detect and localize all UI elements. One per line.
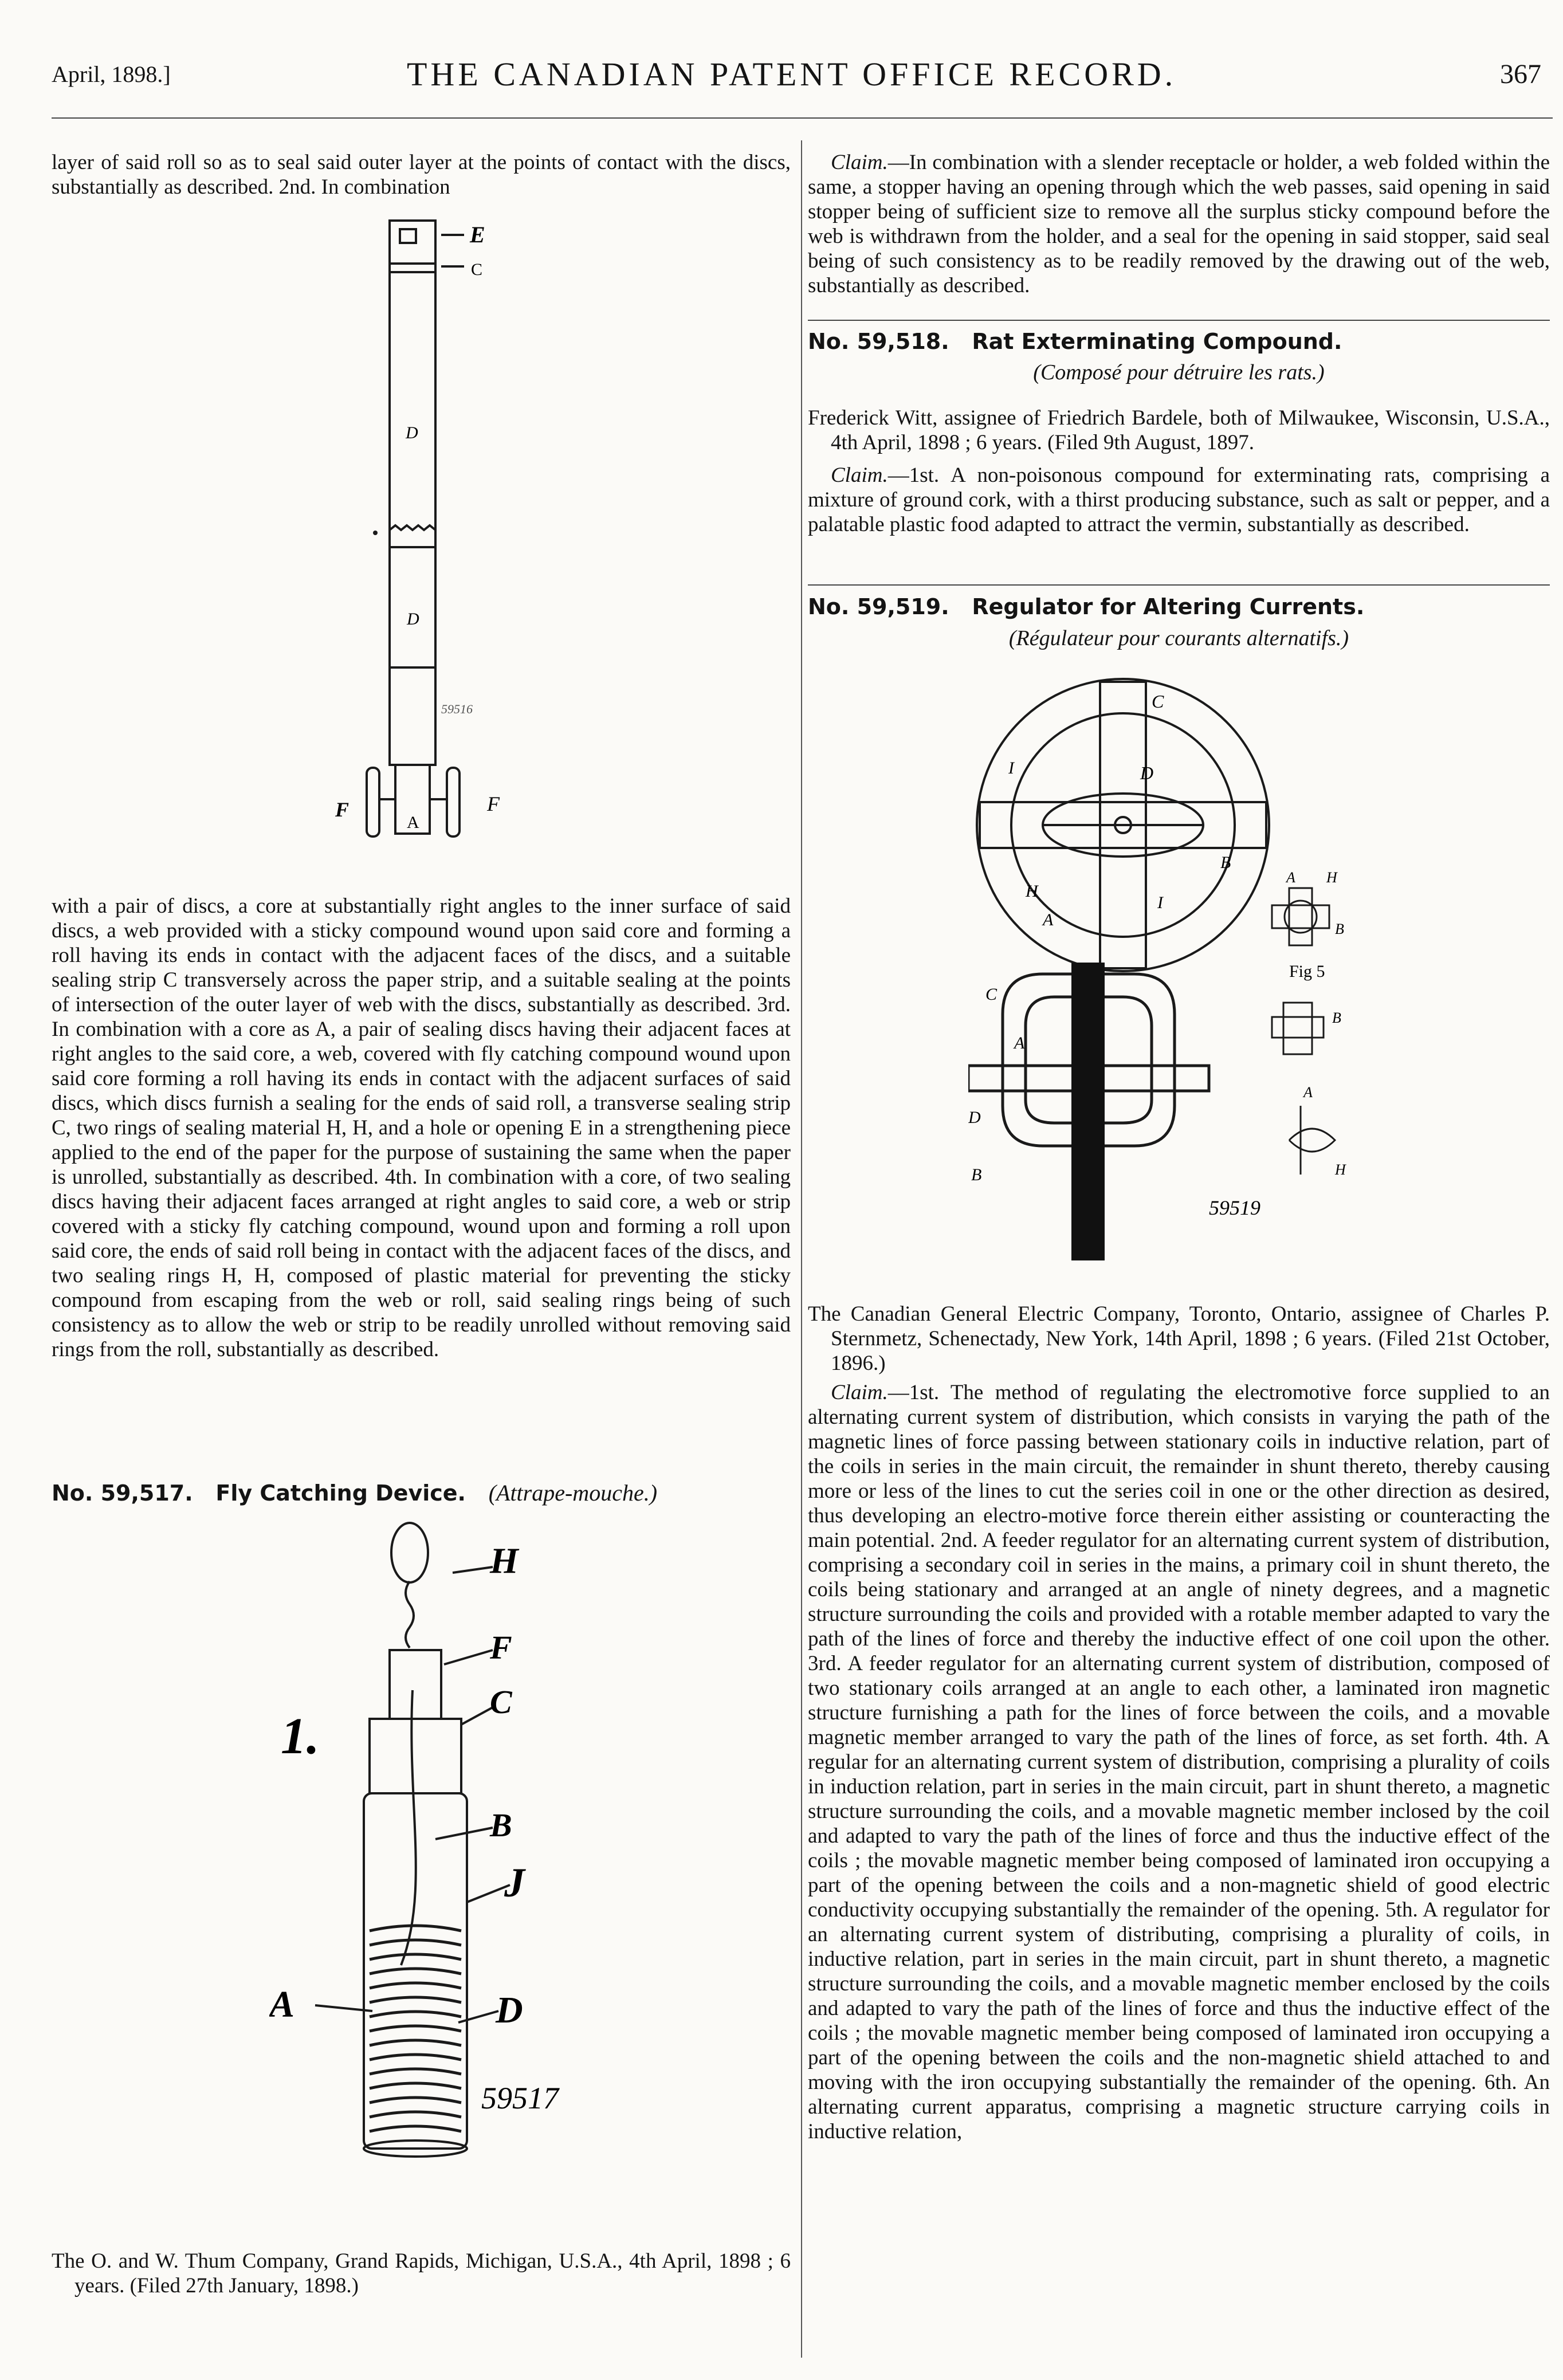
header-rule bbox=[52, 117, 1553, 119]
assignee-59518: Frederick Witt, assignee of Friedrich Bardele, both of Milwaukee, Wisconsin, U.S.A., 4th April, 1898 ; 6 years. (Filed 9th August, 1897. bbox=[808, 406, 1550, 454]
fig3-number: 59519 bbox=[1209, 1196, 1260, 1219]
page-number: 367 bbox=[1500, 59, 1541, 89]
cap-f bbox=[390, 1650, 441, 1719]
label-d2: D bbox=[968, 1108, 981, 1127]
label-a: A bbox=[269, 1984, 295, 2025]
strip-break bbox=[390, 525, 435, 530]
patent-59519-title: Regulator for Altering Currents. bbox=[972, 594, 1365, 619]
disc-right bbox=[447, 768, 460, 836]
disc-left bbox=[367, 768, 379, 836]
hole-e bbox=[400, 229, 416, 243]
label-d-lower: D bbox=[407, 610, 419, 629]
label-b2: B bbox=[1335, 921, 1344, 937]
label-f-left: F bbox=[335, 798, 349, 821]
rule-2 bbox=[808, 584, 1550, 586]
figure-number: 1. bbox=[281, 1708, 320, 1765]
label-h: H bbox=[490, 1540, 519, 1581]
figure-59519 bbox=[968, 670, 1427, 1278]
label-b: B bbox=[490, 1806, 512, 1844]
label-a: A bbox=[1043, 910, 1054, 929]
label-c: C bbox=[1152, 691, 1164, 712]
claim-text: —In combination with a slender receptacle or holder, a web folded within the same, a stopper having an opening through which the web passes, said opening in said stopper being of sufficient size to remove all the surplus sticky compound before the web is withdrawn from the holder, and a seal for the opening in said stopper, said seal being of such consistency as to be readily removed by the drawing out of the web, substantially as described. bbox=[808, 151, 1550, 297]
hanger-cord bbox=[406, 1581, 414, 1648]
label-b4: B bbox=[971, 1165, 982, 1184]
label-f-right: F bbox=[487, 792, 500, 815]
label-b: B bbox=[1220, 853, 1231, 872]
patent-59518-number: No. 59,518. bbox=[808, 329, 949, 354]
label-h2: H bbox=[1326, 869, 1337, 886]
patent-59517-french: (Attrape-mouche.) bbox=[488, 1480, 658, 1506]
laminated-core bbox=[1071, 963, 1105, 1260]
label-d-upper: D bbox=[406, 423, 418, 442]
claim-label-59518: Claim. bbox=[831, 464, 888, 487]
label-d: D bbox=[1140, 763, 1154, 783]
label-j: J bbox=[504, 1860, 525, 1906]
fig2-number: 59517 bbox=[481, 2081, 559, 2115]
label-e: E bbox=[470, 222, 485, 248]
patent-59518-body bbox=[808, 406, 1550, 537]
patent-59517-number: No. 59,517. bbox=[52, 1480, 193, 1506]
label-f: F bbox=[490, 1629, 512, 1666]
fig5-part-v bbox=[1289, 888, 1312, 945]
label-h3: H bbox=[1335, 1161, 1346, 1178]
patent-59519-french: (Régulateur pour courants alternatifs.) bbox=[1008, 626, 1349, 650]
label-a2: A bbox=[1286, 869, 1295, 886]
label-d: D bbox=[496, 1989, 523, 2031]
claim-59518: —1st. A non-poisonous compound for exterminating rats, comprising a mixture of ground cork, with a thirst producing substance, such as salt or pepper, and a palatable plastic food adapted to attract the vermin, substantially as described. bbox=[808, 464, 1550, 536]
left-claims-continued bbox=[52, 894, 791, 1362]
assignee-59519: The Canadian General Electric Company, Toronto, Ontario, assignee of Charles P. Sternmetz, Schenectady, New York, 14th April, 1898 ; 6 years. (Filed 21st October, 1896.) bbox=[808, 1302, 1550, 1375]
patent-59517-heading bbox=[52, 1479, 791, 1507]
left-intro bbox=[52, 150, 791, 199]
claim-label: Claim. bbox=[831, 151, 888, 174]
label-i2: I bbox=[1157, 893, 1163, 912]
fig5-part-h bbox=[1272, 905, 1329, 928]
column-divider bbox=[801, 140, 802, 2358]
label-b3: B bbox=[1332, 1010, 1341, 1026]
patent-59519-heading bbox=[808, 593, 1550, 620]
hanger-loop bbox=[391, 1523, 428, 1582]
label-i: I bbox=[1008, 759, 1014, 777]
patent-59517-assignee bbox=[52, 2249, 791, 2298]
claim-59519: —1st. The method of regulating the electromotive force supplied to an alternating current system of distribution, which consists in varying the path of the magnetic lines of force passing between stationary coils in inductive relation, part of the coils in series in the main circuit, the remainder in shunt thereto, thereby causing more or less of the lines to cut the series coil in one or the other direction as desired, thus developing an electro-motive force therein either assisting or counteracting the main potential. 2nd. A feeder regulator for an alternating current system of distribution, comprising a secondary coil in series in the mains, a primary coil in shunt thereto, the coils being stationary and arranged at an angle of ninety degrees, and a magnetic structure surrounding the coils and provided with a rotable member adapted to vary the path of the lines of force and thereby the inductive effect of one coil upon the other. 3rd. A feeder regulator for an alternating current system of distribution, composed of two stationary coils arranged at an angle to each other, a laminated iron magnetic structure furnishing a path for the lines of force between the coils, and a movable magnetic member arranged to vary the path of the lines of force, as set forth. 4th. A regular for an alternating current system of distribution, comprising a plurality of coils in induction relation, part in series in the main circuit, part in shunt thereto, a magnetic structure surrounding the coils, and a movable magnetic member inclosed by the coil and adapted to vary the path of the lines of force and thus the inductive effect of the coils ; the movable magnetic member being composed of laminated iron occupying a part of the opening between the coils and a non-magnetic shield of good electric conductivity occupying substantially the remainder of the opening. 5th. A regulator for an alternating current system of distributing, comprising a plurality of coils, in inductive relation, part in series in the main circuit, part in shunt thereto, a magnetic structure surrounding the coils, and a movable magnetic member enclosed by the coils and adapted to vary the path of the lines of force and thus the inductive effect of the coils ; the movable magnetic member being composed of laminated iron occupying a part of the opening between the coils and the non-magnetic shield attached to and moving with the iron occupying substantially the remainder of the opening. 6th. An alternating current apparatus, comprising a magnetic structure carrying coils in inductive relation, bbox=[808, 1381, 1550, 2143]
label-a: A bbox=[407, 813, 419, 832]
coiled-web bbox=[370, 1926, 461, 2131]
right-top-claim bbox=[808, 150, 1550, 298]
web-strip bbox=[401, 1690, 416, 1965]
strip-upper bbox=[390, 221, 435, 667]
label-a3: A bbox=[1014, 1034, 1025, 1052]
intro-paragraph: layer of said roll so as to seal said outer layer at the points of contact with the discs, substantially as described. 2nd. In combination bbox=[52, 151, 791, 199]
claim-label-59519: Claim. bbox=[831, 1381, 888, 1404]
patent-59519-body bbox=[808, 1302, 1550, 2144]
label-a4: A bbox=[1303, 1084, 1313, 1101]
patent-59517-title: Fly Catching Device. bbox=[215, 1480, 466, 1506]
patent-59518-french: (Composé pour détruire les rats.) bbox=[1033, 360, 1325, 384]
patent-59519-number: No. 59,519. bbox=[808, 594, 949, 619]
figure-59516 bbox=[309, 209, 550, 879]
rule-1 bbox=[808, 320, 1550, 321]
claims-paragraph: with a pair of discs, a core at substantially right angles to the inner surface of said discs, a web provided with a sticky compound wound upon said core and forming a roll having its ends in contact with the adjacent faces of the discs, and a suitable sealing strip C transversely across the paper strip, and a suitable sealing at the points of intersection of the outer layer of web with the discs, substantially as described. 3rd. In combination with a core as A, a pair of sealing discs having their adjacent faces at right angles to the said core, a web, covered with fly catching compound wound upon said core forming a roll having its ends in contact with the adjacent surfaces of said discs, which discs furnish a sealing for the ends of said roll, a transverse sealing strip C, two rings of sealing material H, H, and a hole or opening E in a strengthening piece applied to the end of the paper for the purpose of sustaining the same when the paper is unrolled, substantially as described. 4th. In combination with a core, of two sealing discs having their adjacent faces arranged at right angles to said core, a web or strip covered with a sticky fly catching compound, wound upon and forming a roll upon said core, the ends of said roll being in contact with the adjacent faces of the discs, and two sealing rings H, H, composed of plastic material for preventing the sticky compound from escaping from the web or roll, said sealing rings being of such consistency as to allow the web or strip to be readily unrolled without removing said rings from the roll, substantially as described. bbox=[52, 894, 791, 1361]
issue-date: April, 1898.] bbox=[52, 61, 171, 87]
label-c2: C bbox=[985, 985, 998, 1004]
fig1-number: 59516 bbox=[441, 702, 473, 716]
fig5-label: Fig 5 bbox=[1289, 962, 1325, 981]
patent-59518-heading bbox=[808, 328, 1550, 355]
stopper-c bbox=[370, 1719, 461, 1793]
figure-59517 bbox=[269, 1518, 590, 2240]
patent-59518-title: Rat Exterminating Compound. bbox=[972, 329, 1342, 354]
assignee-59517: The O. and W. Thum Company, Grand Rapids, Michigan, U.S.A., 4th April, 1898 ; 6 years. (Filed 27th January, 1898.) bbox=[52, 2249, 791, 2297]
label-h: H bbox=[1026, 882, 1038, 901]
label-c: C bbox=[490, 1683, 512, 1721]
label-c: C bbox=[471, 260, 483, 279]
strip-lower bbox=[390, 547, 435, 765]
publication-title: THE CANADIAN PATENT OFFICE RECORD. bbox=[407, 56, 1177, 93]
page-header bbox=[52, 54, 1553, 95]
